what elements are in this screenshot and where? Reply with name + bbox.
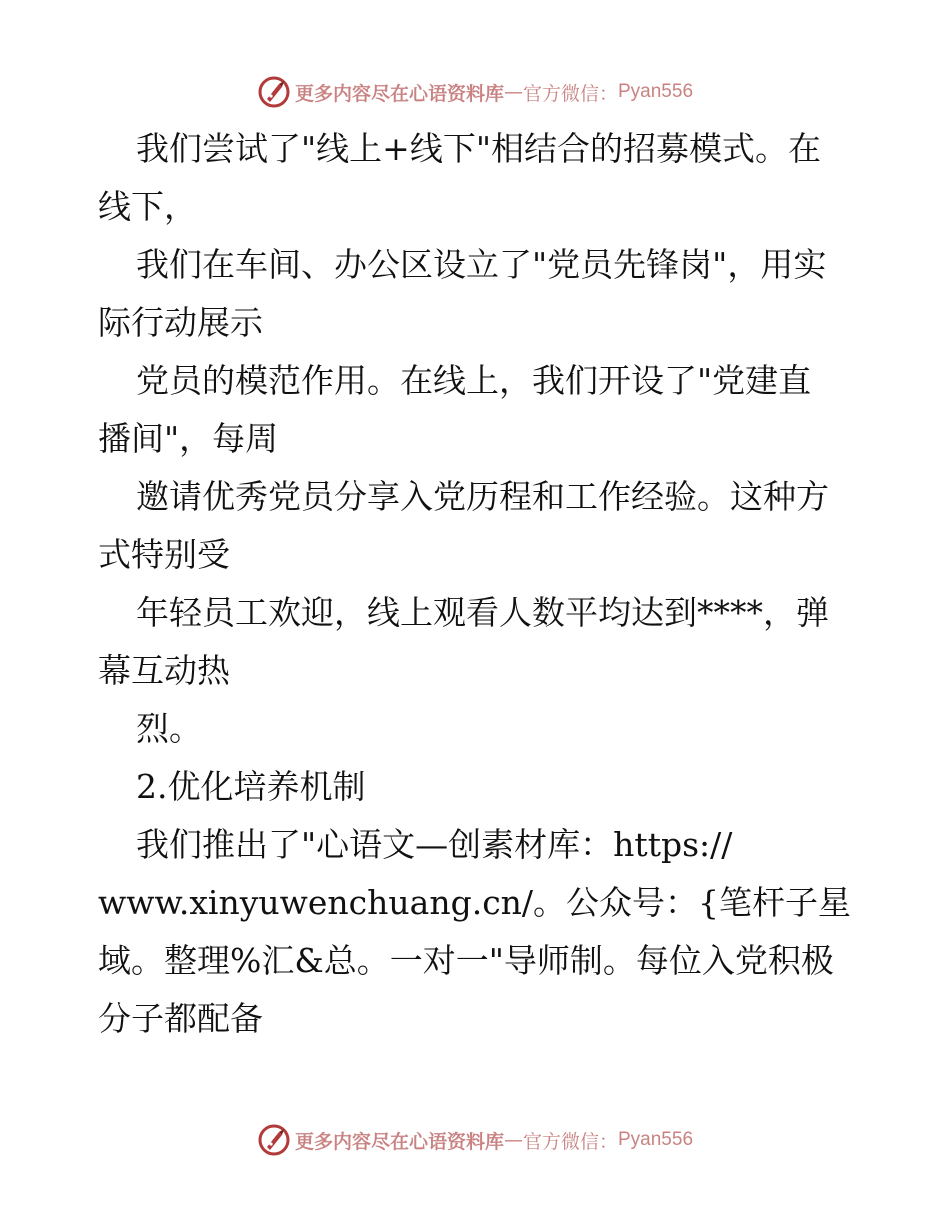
pen-nib-logo-icon [257, 75, 291, 109]
banner-dash: — [503, 81, 523, 103]
text-line: 我们在车间、办公区设立了"党员先锋岗"，用实 [136, 245, 827, 284]
banner-dash: — [503, 1129, 523, 1151]
text-line: 烈。 [136, 709, 202, 748]
text-line: 域。整理%汇&总。一对一"导师制。每位入党积极 [98, 941, 834, 980]
text-line: 际行动展示 [98, 303, 263, 342]
text-line: 年轻员工欢迎，线上观看人数平均达到****，弹 [136, 593, 829, 632]
banner-wechat-label: 官方微信： [522, 1130, 618, 1153]
text-line: 幕互动热 [98, 651, 230, 690]
text-line: 我们尝试了"线上+线下"相结合的招募模式。在 [136, 129, 822, 168]
banner-wechat-id: Pyan556 [618, 1129, 694, 1150]
text-line: 党员的模范作用。在线上，我们开设了"党建直 [136, 361, 812, 400]
header-banner [0, 72, 950, 112]
text-line: 邀请优秀党员分享入党历程和工作经验。这种方 [136, 477, 829, 516]
text-line: 分子都配备 [98, 999, 263, 1038]
banner-text: 更多内容尽在心语资料库 [294, 1130, 504, 1153]
text-line: 式特别受 [98, 535, 230, 574]
footer-banner [0, 1120, 950, 1160]
pen-nib-logo-icon [257, 1123, 291, 1157]
text-line: 我们推出了"心语文—创素材库：https:// [136, 825, 733, 864]
body-text [98, 120, 858, 1048]
text-line: 线下， [98, 187, 197, 226]
section-heading: 2.优化培养机制 [136, 767, 366, 806]
text-line: 播间"，每周 [98, 419, 279, 458]
banner-wechat-label: 官方微信： [522, 82, 618, 105]
banner-text: 更多内容尽在心语资料库 [294, 82, 504, 105]
banner-wechat-id: Pyan556 [618, 81, 694, 102]
text-line: www.xinyuwenchuang.cn/。公众号：{笔杆子星 [98, 883, 852, 922]
